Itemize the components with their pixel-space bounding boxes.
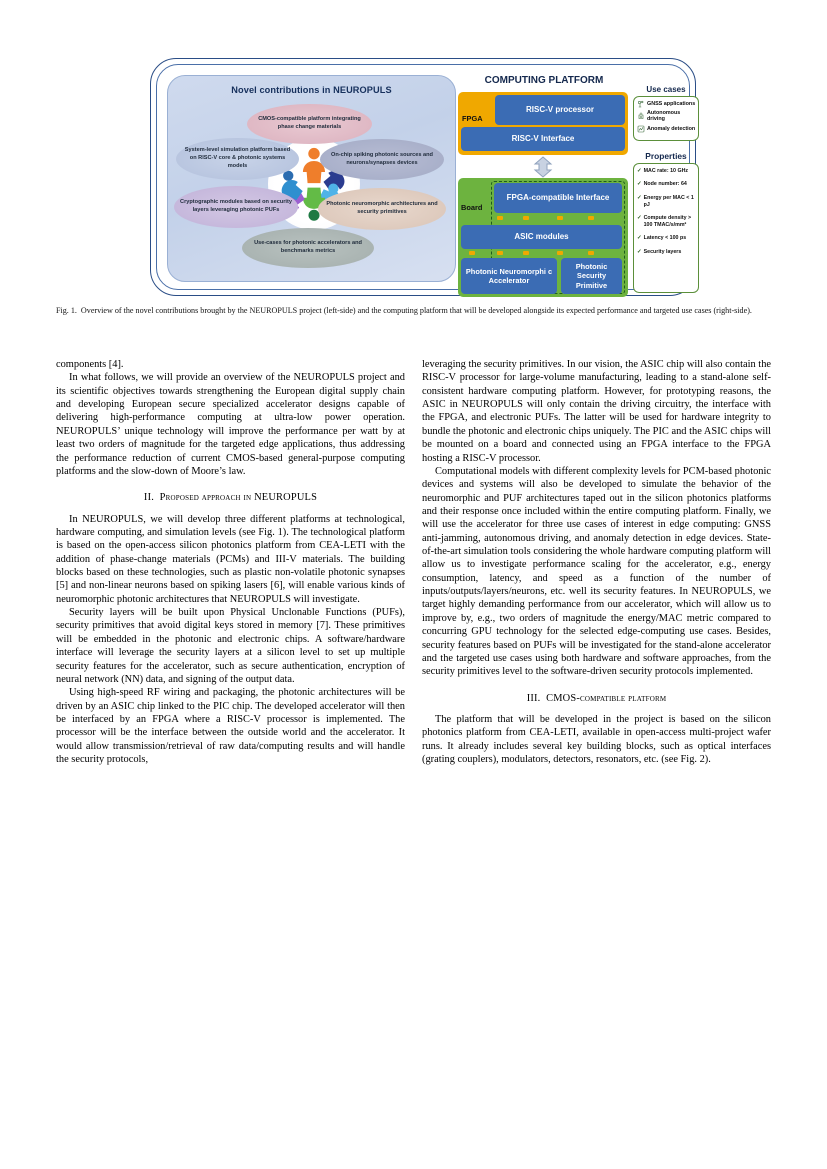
property-mac-rate-label: MAC rate: 10 GHz <box>643 168 689 174</box>
use-cases-heading: Use cases <box>646 85 686 94</box>
riscv-interface-block: RISC-V Interface <box>461 127 625 151</box>
paragraph: In what follows, we will provide an overview of the NEUROPULS project and its scientific objectives towards strengthening the European digital supply chain and developing European secure specialized accelerator designs capable of delivering high-performance computing at ultra-low power operation. NEUROPULS’ unique technology will improve the performance per watt by at least two orders of magnitude for the targeted edge applications, thus addressing the performance reduction of current CMOS-based general-purpose computing platforms and the slow-down of Moore’s law. <box>56 372 405 477</box>
left-text-column <box>56 358 405 766</box>
bubble-on-chip-spiking: On-chip spiking photonic sources and neurons/synapses devices <box>320 139 444 180</box>
computing-platform-title: COMPUTING PLATFORM <box>484 75 604 86</box>
riscv-processor-block: RISC-V processor <box>495 95 625 125</box>
solder-pads-row-top <box>461 216 622 220</box>
paragraph: In NEUROPULS, we will develop three different platforms at technological, hardware computing, and simulation levels (see Fig. 1). The technological platform is based on the open-access silicon photonics platform from CEA-LETI with the addition of phase-change materials (PCMs) and III-V materials. The building blocks based on these technologies, such as plastic non-volatile photonic synapses [5] and non-linear neurons based on spiking lasers [6], will enable various kinds of neuromorphic photonic architectures that NEUROPULS will investigate. <box>56 513 405 605</box>
asic-modules-block: ASIC modules <box>461 225 622 249</box>
paragraph: leveraging the security primitives. In our vision, the ASIC chip will also contain the RISC-V processor for large-volume manufacturing, leading to a stand-alone self-consistent hardware computing platform. However, for prototyping reasons, the ASIC in NEUROPULS will only contain the driving circuitry, the interface with the FPGA, and electronic PUFs. The latter will be used for hardware integrity to bundle the photonic and electronic chips uniquely. The PIC and the ASIC chips will be mounted on a board and connected using an FPGA interface to the FPGA hosting a RISC-V processor. <box>422 359 771 464</box>
figure-caption-label: Fig. 1. <box>56 306 77 315</box>
check-icon: ✓ <box>637 168 642 174</box>
property-energy-per-mac <box>637 195 696 209</box>
properties-heading: Properties <box>645 151 687 161</box>
section-3-number: III. <box>526 692 541 704</box>
check-icon: ✓ <box>637 235 642 242</box>
properties-box <box>633 163 699 293</box>
property-latency <box>637 235 696 242</box>
bubble-cryptographic-modules: Cryptographic modules based on security layers leveraging photonic PUFs <box>174 186 298 228</box>
board-container <box>458 178 628 297</box>
property-node-number <box>637 181 696 188</box>
figure-caption <box>56 305 772 316</box>
section-heading-2 <box>56 491 405 504</box>
novel-contributions-panel <box>167 75 456 282</box>
use-case-anomaly-detection-label: Anomaly detection <box>647 125 696 132</box>
solder-pads-row-bottom <box>461 251 622 255</box>
section-3-title: -compatible platform <box>576 692 667 704</box>
use-case-anomaly-detection <box>637 125 698 133</box>
fpga-label: FPGA <box>462 114 483 123</box>
property-mac-rate <box>637 168 696 175</box>
check-icon: ✓ <box>637 248 642 255</box>
autonomous-car-icon <box>637 112 645 120</box>
paragraph: Computational models with different complexity levels for PCM-based photonic devices and systems will also be developed to simulate the behavior of the neuromorphic and PUF architectures taped out in the silicon photonics platforms and their response once included within the entire computing platform. Finally, we will use the accelerator for three use cases of interest in edge computing: GNSS anti-jamming, autonomous driving, and anomaly detection in edge devices. State-of-the-art simulation tools considering the whole hardware computing platform will allow us to investigate performance scaling for the accelerator, e.g., energy consumption, latency, and speed as a function of the number of inputs/outputs/layers/neurons, etc. well its security features. In NEUROPULS, we target highly demanding performance from our accelerator, which will allow us to improve by, e.g., two orders of magnitude the energy/MAC metric compared to concurring GPU technology for the selected edge-computing use cases. Besides, security features based on PUFs will be investigated for the stand-alone accelerator and the targeted use cases using both hardware and software approaches, from the security primitives level to the software-driven security protocols implemented. <box>422 465 771 678</box>
property-compute-density <box>637 215 696 229</box>
use-case-gnss <box>637 100 698 108</box>
figure-inner-border <box>156 64 696 290</box>
property-security-layers <box>637 249 696 256</box>
anomaly-chart-icon <box>637 125 645 133</box>
section-3-title-acronym: CMOS <box>546 692 577 704</box>
fpga-compatible-interface-block: FPGA-compatible Interface <box>494 183 622 213</box>
bubble-use-cases: Use-cases for photonic accelerators and benchmarks metrics <box>242 228 374 268</box>
property-node-number-label: Node number: 64 <box>643 181 687 188</box>
photonic-security-primitive-block: Photonic Security Primitive <box>561 258 622 294</box>
right-text-column <box>422 358 771 766</box>
section-2-title-acronym: NEUROPULS <box>254 492 318 504</box>
photonic-neuromorphic-accelerator-block: Photonic Neuromorphi c Accelerator <box>461 258 557 294</box>
check-icon: ✓ <box>637 194 642 201</box>
bubble-cmos-platform: CMOS-compatible platform integrating phase change materials <box>247 104 372 144</box>
section-2-number: II. <box>143 492 155 504</box>
property-energy-per-mac-label: Energy per MAC < 1 pJ <box>643 194 694 208</box>
paragraph: The platform that will be developed in the project is based on the silicon photonics platform from CEA-LETI, available in open-access multi-project wafer runs. It already includes several key building blocks, such as optical interfaces (grating couplers), modulators, detectors, resonators, etc. (see Fig. 2). <box>422 713 771 766</box>
property-security-layers-label: Security layers <box>643 248 682 255</box>
figure-caption-text: Overview of the novel contributions brought by the NEUROPULS project (left-side) and the computing platform that will be developed alongside its expected performance and targeted use cases (right-side). <box>80 306 752 315</box>
fpga-container <box>458 92 628 155</box>
paragraph: Using high-speed RF wiring and packaging, the photonic architectures will be driven by an ASIC chip linked to the PIC chip. The developed accelerator will then be interfaced by an FPGA where a RISC-V processor is implemented. The processor will be the interface between the outside world and the accelerator. It would allow transmission/retrieval of raw data/computing results and will handle the security protocols, <box>56 687 405 766</box>
use-cases-box <box>633 96 699 141</box>
bubble-system-level-simulation: System-level simulation platform based on RISC-V core & photonic systems models <box>176 138 299 180</box>
use-case-autonomous-driving <box>637 110 698 122</box>
property-latency-label: Latency < 100 ps <box>643 235 687 242</box>
section-heading-3 <box>422 692 771 705</box>
use-case-gnss-label: GNSS applications <box>647 100 696 107</box>
paragraph: Security layers will be built upon Physical Unclonable Functions (PUFs), security primitives that avoid digital keys stored in memory [7]. These primitives will be embedded in the photonic and electronic chips. A software/hardware interface will leverage the security layers at a silicon level to set up multiple security features for the accelerator, such as secure authentication, encryption of neural network (NN) data, and signing of the output data. <box>56 607 405 685</box>
novel-contributions-title: Novel contributions in NEUROPULS <box>231 85 392 95</box>
section-2-title: Proposed approach in <box>159 492 255 504</box>
gnss-satellite-icon <box>637 100 645 108</box>
board-label: Board <box>461 203 483 212</box>
use-case-autonomous-driving-label: Autonomous driving <box>647 110 681 122</box>
paragraph: components [4]. <box>56 359 124 370</box>
bidirectional-arrow-icon <box>532 156 554 178</box>
check-icon: ✓ <box>637 215 642 222</box>
figure-1 <box>150 58 696 296</box>
check-icon: ✓ <box>637 181 642 188</box>
property-compute-density-label: Compute density > 100 TMAC/s/mm² <box>643 215 692 229</box>
bubble-photonic-neuromorphic: Photonic neuromorphic architectures and security primitives <box>318 188 446 230</box>
